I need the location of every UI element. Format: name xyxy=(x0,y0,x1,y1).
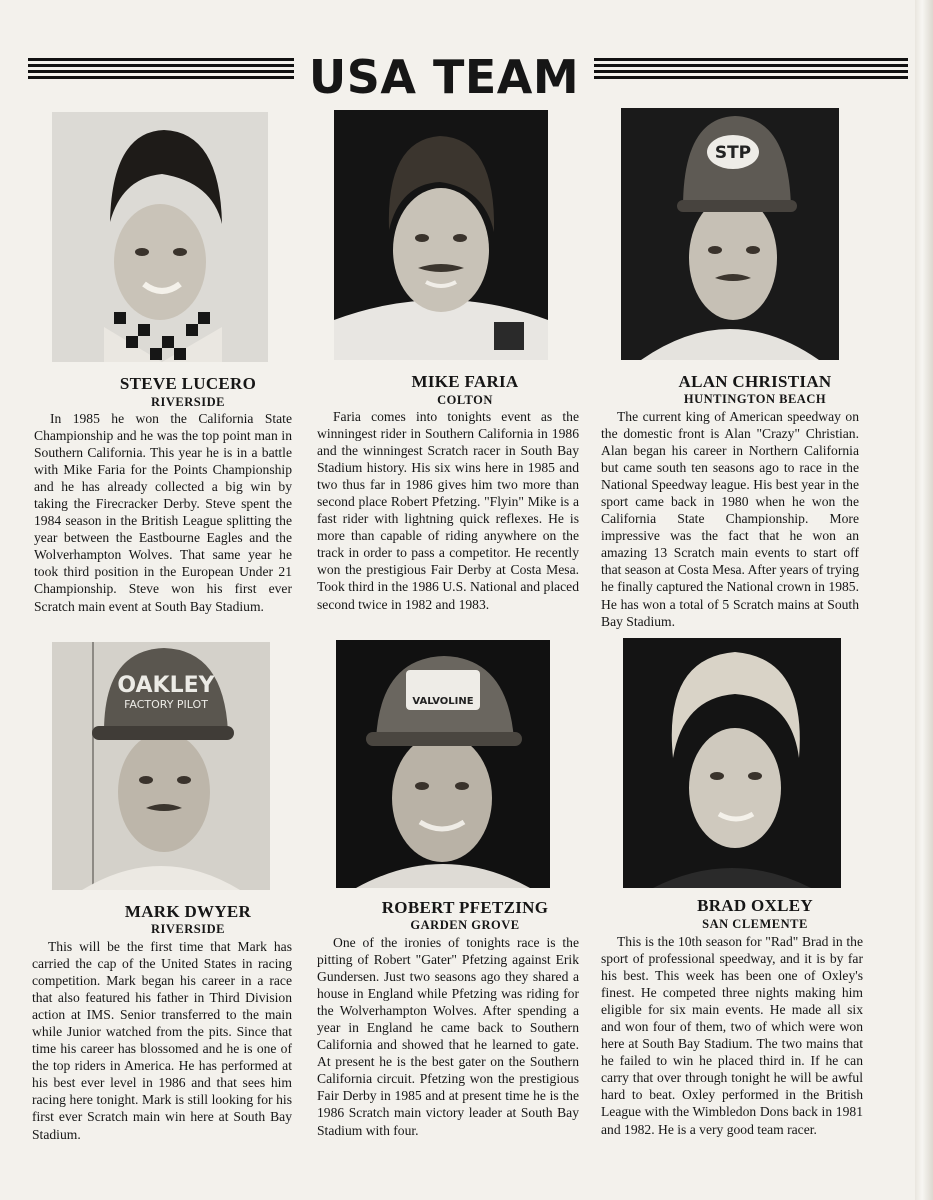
rider-name: STEVE LUCERO xyxy=(119,374,257,393)
rider-hometown: RIVERSIDE xyxy=(151,395,225,409)
portrait-image xyxy=(52,642,270,890)
cap-logo-text: STP xyxy=(714,143,752,163)
rider-name: ALAN CHRISTIAN xyxy=(678,372,832,391)
rider-card-christian xyxy=(601,108,905,629)
page-edge xyxy=(915,0,933,1200)
portrait-image xyxy=(52,112,268,362)
rider-hometown: RIVERSIDE xyxy=(151,922,225,936)
rider-bio: Faria comes into tonights event as the winningest rider in Southern California in 1986 and the winningest Scratch racer in South Bay Stadium history. His six wins here in 1985 and two thus far in 1986 gives him two more than second place Robert Pfetzing. "Flyin" Mike is a fast rider with lightning quick reflexes. He is more than capable of riding anywhere on the track in order to pass a competitor. He recently won the prestigious Fair Derby at Costa Mesa. Took third in the 1986 U.S. National and placed second twice in 1982 and 1983. xyxy=(317,409,579,612)
rider-bio: This is the 10th season for "Rad" Brad in the sport of professional speedway, and it is by far his best. This week has been one of Oxley's finest. He competed three nights making him eligible for six main events. He made all six and won four of them, two of which were won here at South Bay Stadium. The two mains that he failed to win he placed third in. If he can carry that over through tonight he will be awful hard to beat. Oxley performed in the British League with the Wimbledon Dons back in 1981 and 1982. He is a very good team racer. xyxy=(601,934,863,1137)
header-rule-left xyxy=(28,58,294,82)
rider-bio: One of the ironies of tonights race is the pitting of Robert "Gater" Pfetzing against Erik Gundersen. Just two seasons ago they shared a house in England while Pfetzing was riding for the Wolverhampton Wolves. After spending a year in England he came back to Southern California and showed that he learned to gate. At present he is the best gater on the Southern California circuit. Pfetzing won the prestigious Fair Derby in 1985 and at present time he is the 1986 Scratch main victory leader at South Bay Stadium with four. xyxy=(317,935,579,1138)
rider-hometown: COLTON xyxy=(437,393,493,407)
rider-bio: The current king of American speedway on the domestic front is Alan "Crazy" Christian. Alan began his career in Northern California but came south ten seasons ago to race in the National Speedway league. His best year in the sport came back in 1980 when he won the California State Championship. More impressive was the fact that he won an amazing 13 Scratch main events to start off that season at Costa Mesa. After years of trying he finally captured the National crown in 1985. He has won a total of 5 Scratch mains at South Bay Stadium. xyxy=(601,409,859,629)
rider-card-pfetzing xyxy=(315,640,615,1160)
cap-logo-text: OAKLEY xyxy=(117,673,215,698)
rider-card-dwyer xyxy=(32,642,338,1162)
rider-hometown: GARDEN GROVE xyxy=(410,918,520,932)
rider-photo xyxy=(334,110,548,360)
rider-photo xyxy=(52,112,268,362)
portrait-image xyxy=(623,638,841,888)
rider-card-oxley xyxy=(601,638,905,1158)
rider-hometown: HUNTINGTON BEACH xyxy=(683,392,827,406)
rider-bio: In 1985 he won the California State Championship and he was the top point man in Southern California. This year he is in a battle with Mike Faria for the Points Championship and he has already collected a big win by taking the Firecracker Derby. Steve spent the 1984 season in the British League splitting the year between the Eastbourne Eagles and the Wolverhampton Wolves. That same year he took third position in the European Under 21 Championship. Steve won his first ever Scratch main event at South Bay Stadium. xyxy=(34,411,292,614)
page-title: USA TEAM xyxy=(308,50,580,104)
header-rule-right xyxy=(594,58,908,82)
rider-photo xyxy=(52,642,270,890)
rider-photo xyxy=(621,108,839,360)
rider-photo xyxy=(623,638,841,888)
cap-logo-subtext: FACTORY PILOT xyxy=(124,698,208,711)
portrait-image xyxy=(621,108,839,360)
cap-logo-text: VALVOLINE xyxy=(412,696,474,707)
rider-name: MARK DWYER xyxy=(124,902,252,921)
rider-bio: This will be the first time that Mark has carried the cap of the United States in racing competition. Mark began his career in a race that also featured his father in Third Division action at IMS. Senior transferred to the main while Junior watched from the pits. Since that time his career has blossomed and he is one of the top riders in America. He has performed at his best ever level in 1986 and that sees him racing here tonight. Mark is still looking for his first ever Scratch main win here at South Bay Stadium. xyxy=(32,939,292,1142)
rider-card-faria xyxy=(315,110,615,630)
page-header xyxy=(28,48,908,106)
rider-card-lucero xyxy=(34,112,338,632)
rider-photo xyxy=(336,640,550,888)
rider-hometown: SAN CLEMENTE xyxy=(702,917,808,931)
rider-name: BRAD OXLEY xyxy=(697,896,813,915)
rider-name: ROBERT PFETZING xyxy=(381,898,549,917)
rider-name: MIKE FARIA xyxy=(411,372,519,391)
portrait-image xyxy=(334,110,548,360)
portrait-image xyxy=(336,640,550,888)
